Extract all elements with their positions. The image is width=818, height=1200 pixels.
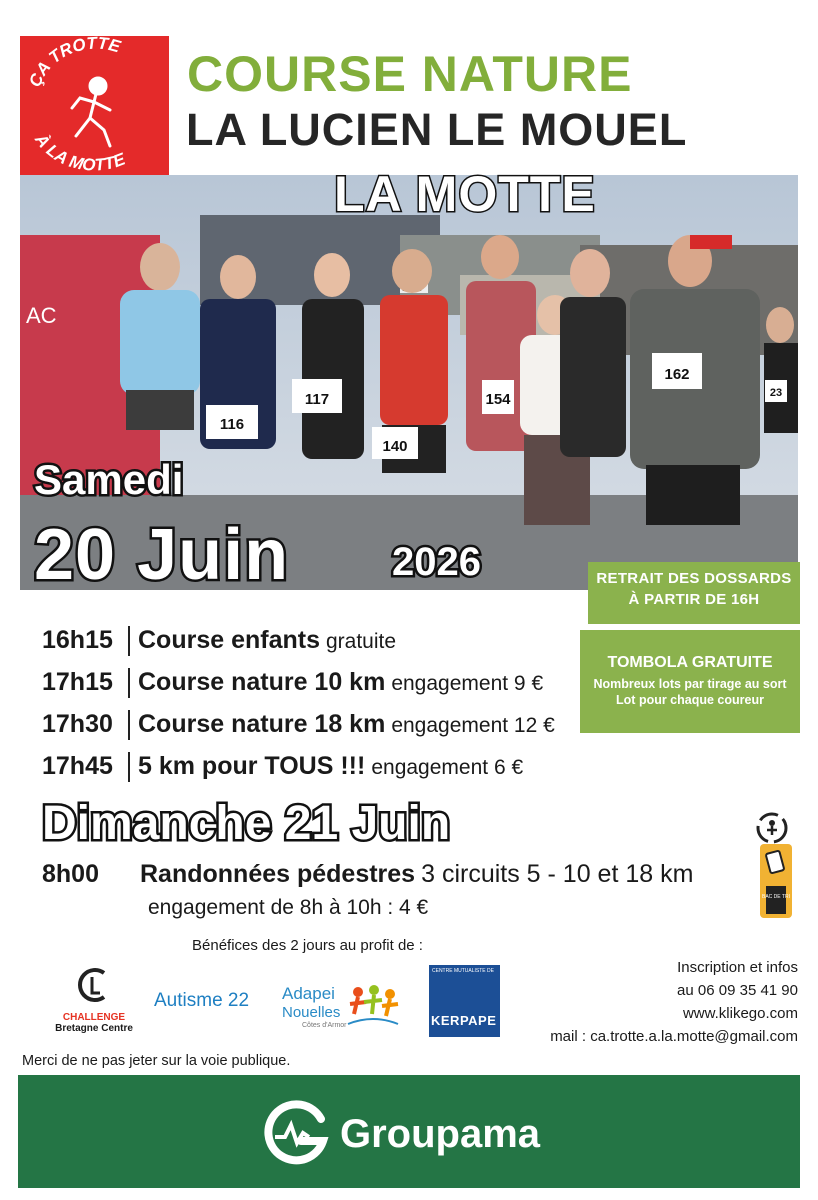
litter-notice: Merci de ne pas jeter sur la voie publique. [22, 1053, 291, 1069]
schedule-extra: engagement 6 € [371, 756, 524, 779]
separator [128, 710, 130, 740]
adapei-figures-icon [346, 984, 400, 1032]
saturday-date: 20 Juin [34, 515, 290, 595]
schedule-time: 16h15 [42, 626, 113, 654]
bib-117: 117 [304, 391, 330, 408]
bib-140: 140 [382, 438, 408, 455]
benefits-text: Bénéfices des 2 jours au profit de : [192, 937, 423, 954]
sunday-engagement: engagement de 8h à 10h : 4 € [148, 896, 429, 919]
bin-label: BAC DE TRI [762, 894, 790, 900]
schedule-label: 5 km pour TOUS !!! [138, 752, 366, 780]
bib-154: 154 [485, 391, 511, 408]
schedule-extra: engagement 12 € [391, 714, 555, 737]
contact-website: www.klikego.com [682, 1005, 798, 1022]
contact-phone: au 06 09 35 41 90 [677, 982, 798, 999]
adapei-name: Adapei [282, 984, 335, 1003]
adapei-region: Côtes d'Armor [302, 1022, 347, 1029]
title-la-motte: LA MOTTE [334, 166, 596, 222]
tombola-line2: Lot pour chaque coureur [616, 693, 764, 707]
challenge-c-icon [74, 965, 114, 1005]
separator [128, 626, 130, 656]
adapei-logo [280, 984, 400, 1036]
autisme-22-logo: Autisme 22 [154, 990, 250, 1011]
sunday-title: Dimanche 21 Juin [42, 797, 451, 850]
svg-text:ÇA TROTTE [25, 36, 123, 90]
title-lucien-le-mouel: LA LUCIEN LE MOUEL [186, 104, 688, 155]
schedule-time: 17h45 [42, 752, 113, 780]
contact-title: Inscription et infos [677, 959, 798, 976]
bib-162: 162 [664, 366, 690, 383]
tombola-box [580, 630, 800, 733]
saturday-year: 2026 [392, 540, 481, 584]
logo-top-text: ÇA TROTTE [25, 36, 123, 90]
kerpape-subtitle: CENTRE MUTUALISTE DE [432, 968, 494, 974]
groupama-brand: Groupama [340, 1112, 541, 1156]
retrait-dossards-box [588, 562, 800, 624]
schedule-label: Course enfants [138, 626, 320, 654]
tombola-title: TOMBOLA GRATUITE [607, 654, 773, 671]
schedule-label: Course nature 10 km [138, 668, 386, 696]
sunday-label: Randonnées pédestres [140, 860, 416, 888]
bib-23: 23 [769, 387, 783, 399]
tombola-line1: Nombreux lots par tirage au sort [593, 677, 787, 691]
schedule-extra: engagement 9 € [391, 672, 544, 695]
runner-logo-icon [20, 36, 169, 175]
retrait-line1: RETRAIT DES DOSSARDS [596, 570, 792, 587]
adapei-nouelles: Nouelles [282, 1004, 341, 1021]
kerpape-logo [429, 965, 500, 1037]
sunday-time: 8h00 [42, 860, 99, 888]
challenge-region: Bretagne Centre [55, 1023, 133, 1034]
contact-email: mail : ca.trotte.a.la.motte@gmail.com [550, 1028, 798, 1045]
schedule-time: 17h15 [42, 668, 113, 696]
retrait-line2: À PARTIR DE 16H [628, 591, 760, 608]
kerpape-name: KERPAPE [431, 1013, 497, 1028]
groupama-footer [18, 1075, 800, 1188]
svg-text:À LA MOTTE [31, 129, 129, 174]
recycle-icon [754, 810, 790, 846]
logo-bottom-text: À LA MOTTE [31, 130, 128, 175]
bib-116: 116 [219, 416, 245, 433]
sunday-row [42, 860, 693, 889]
title-course-nature: COURSE NATURE [187, 46, 633, 102]
separator [128, 752, 130, 782]
schedule-label: Course nature 18 km [138, 710, 386, 738]
saturday-day: Samedi [34, 456, 184, 503]
banner-text: AC [26, 303, 57, 328]
sunday-circuits: 3 circuits 5 - 10 et 18 km [421, 860, 694, 888]
challenge-label: CHALLENGE [62, 1012, 126, 1023]
groupama-logo-icon [261, 1097, 333, 1169]
sorting-bin-icon [758, 842, 794, 920]
contact-info [550, 956, 798, 1048]
club-logo [20, 36, 169, 175]
separator [128, 668, 130, 698]
challenge-bretagne-logo [48, 965, 140, 1040]
schedule-time: 17h30 [42, 710, 113, 738]
schedule-extra: gratuite [325, 630, 397, 653]
